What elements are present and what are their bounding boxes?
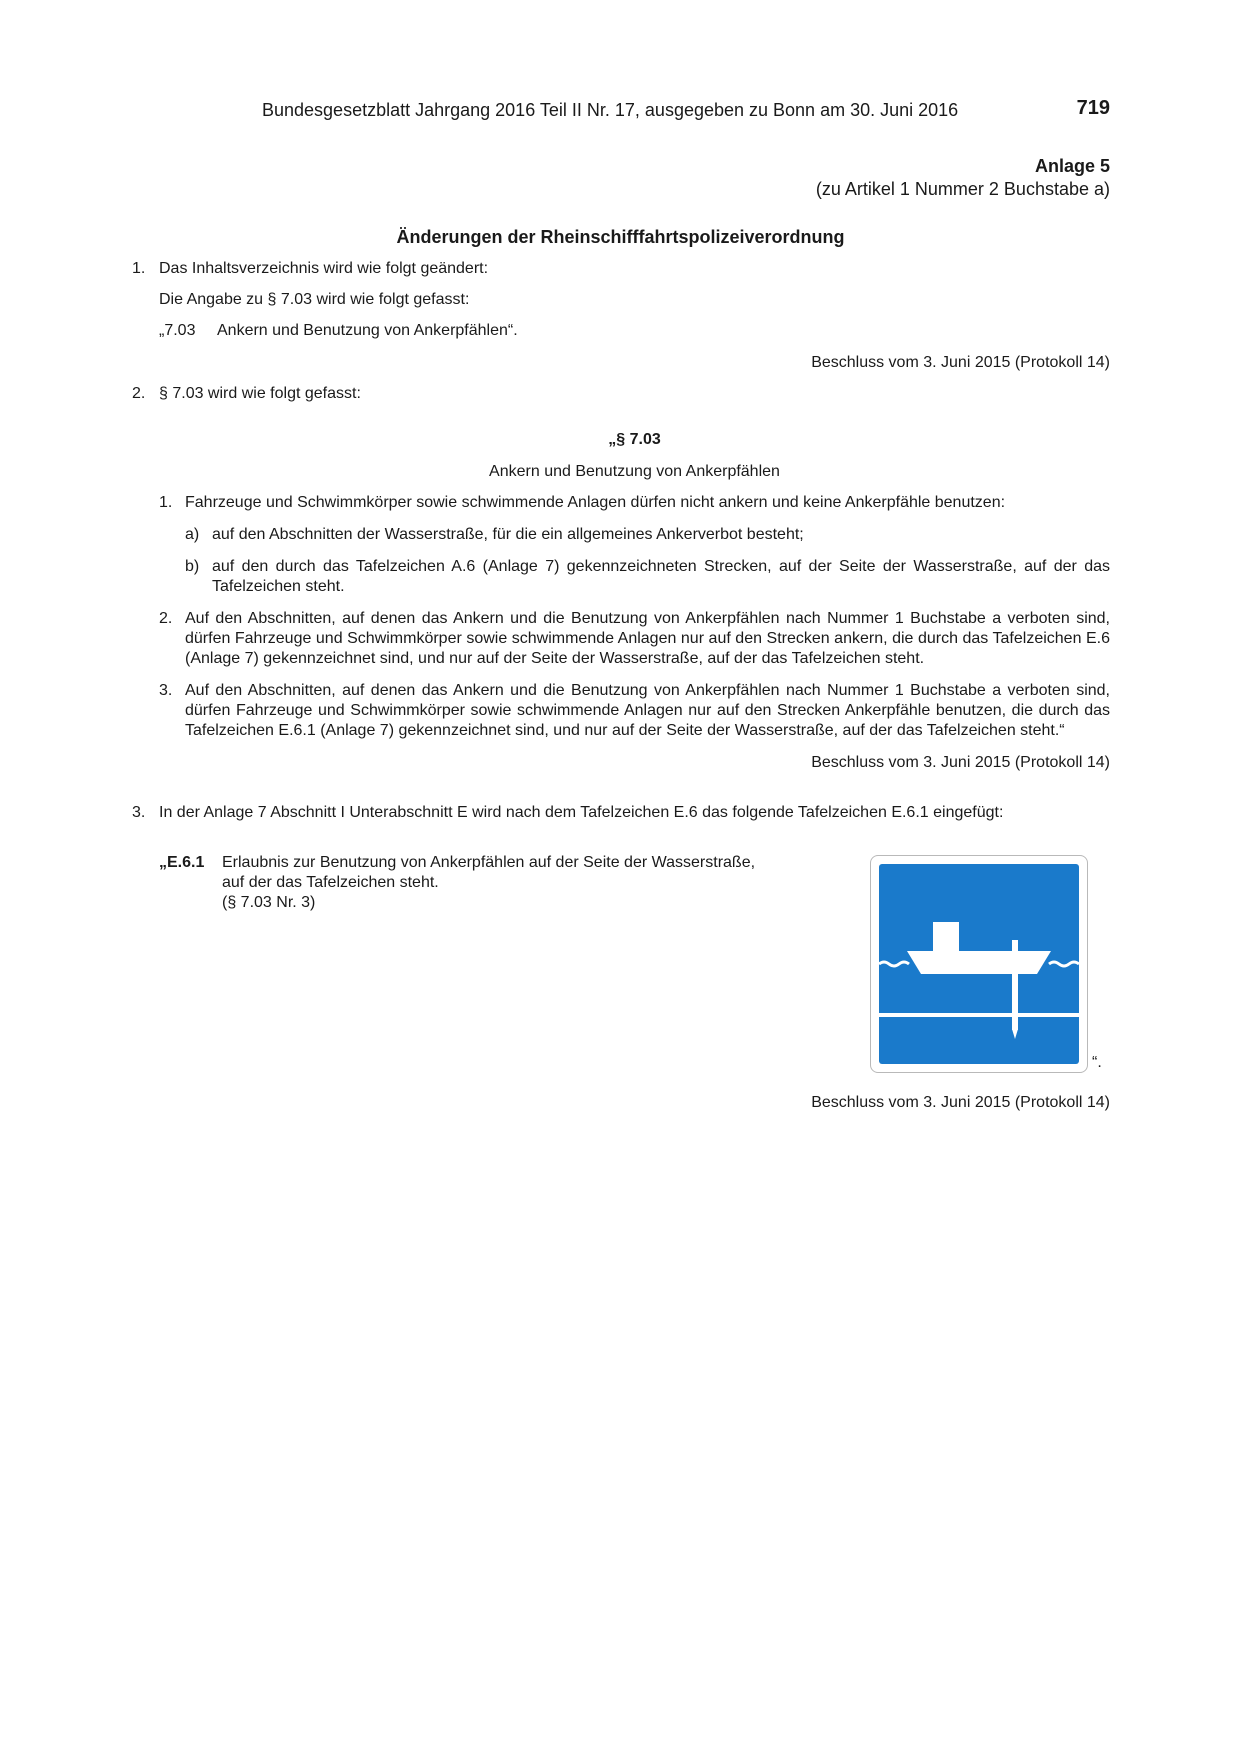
sign-code: „E.6.1	[159, 854, 205, 871]
item-2-decision: Beschluss vom 3. Juni 2015 (Protokoll 14)	[811, 754, 1110, 771]
paragraph-1a-text: auf den Abschnitten der Wasserstraße, für die ein allgemeines Ankerverbot besteht;	[212, 526, 804, 543]
item-2-text: § 7.03 wird wie folgt gefasst:	[159, 385, 361, 402]
section-heading: „§ 7.03	[608, 431, 661, 448]
closing-quote: “.	[1092, 1054, 1102, 1071]
item-3-number: 3.	[132, 804, 146, 821]
running-header: Bundesgesetzblatt Jahrgang 2016 Teil II Nr. 17, ausgegeben zu Bonn am 30. Juni 2016	[262, 100, 959, 120]
item-2-number: 2.	[132, 385, 146, 402]
ship-hull-shape	[907, 951, 1051, 974]
paragraph-1a-label: a)	[185, 526, 200, 543]
paragraph-3-number: 3.	[159, 682, 173, 699]
document-title: Änderungen der Rheinschifffahrtspolizeiverordnung	[396, 227, 845, 247]
paragraph-1b-text: auf den durch das Tafelzeichen A.6 (Anlage 7) gekennzeichneten Strecken, auf der Seite der Wasserstraße, auf der das Tafelzeichen steht.	[212, 558, 1110, 595]
sign-description-line-2: auf der das Tafelzeichen steht.	[222, 874, 439, 891]
item-1-entry-text: Ankern und Benutzung von Ankerpfählen“.	[217, 322, 518, 339]
item-1-entry-number: „7.03	[159, 322, 196, 339]
item-1-text: Das Inhaltsverzeichnis wird wie folgt geändert:	[159, 260, 489, 277]
paragraph-2-number: 2.	[159, 610, 173, 627]
item-3-decision: Beschluss vom 3. Juni 2015 (Protokoll 14)	[811, 1094, 1110, 1111]
item-1-number: 1.	[132, 260, 146, 277]
paragraph-1-text: Fahrzeuge und Schwimmkörper sowie schwimmende Anlagen dürfen nicht ankern und keine Ankerpfähle benutzen:	[185, 494, 1006, 511]
paragraph-3-text: Auf den Abschnitten, auf denen das Ankern und die Benutzung von Ankerpfählen nach Nummer 1 Buchstabe a verboten sind, dürfen Fahrzeuge und Schwimmkörper sowie schwimmende Anlagen nur auf den Strecken Ankerpfähle benutzen, die durch das Tafelzeichen E.6.1 (Anlage 7) gekennzeichnet sind, und nur auf der Seite der Wasserstraße, auf der das Tafelzeichen steht.“	[185, 682, 1110, 739]
sign-description-line-1: Erlaubnis zur Benutzung von Ankerpfählen auf der Seite der Wasserstraße,	[222, 854, 756, 871]
anchor-pile-sign-icon	[870, 855, 1088, 1073]
paragraph-2-text: Auf den Abschnitten, auf denen das Ankern und die Benutzung von Ankerpfählen nach Nummer 1 Buchstabe a verboten sind, dürfen Fahrzeuge und Schwimmkörper sowie schwimmende Anlagen nur auf den Strecken ankern, die durch das Tafelzeichen E.6 (Anlage 7) gekennzeichnet sind, und nur auf der Seite der Wasserstraße, auf der das Tafelzeichen steht.	[185, 610, 1110, 667]
section-title: Ankern und Benutzung von Ankerpfählen	[489, 463, 780, 480]
ship-cabin-shape	[933, 922, 959, 952]
riverbed-line-shape	[879, 1013, 1079, 1017]
item-3-text: In der Anlage 7 Abschnitt I Unterabschnitt E wird nach dem Tafelzeichen E.6 das folgende Tafelzeichen E.6.1 eingefügt:	[159, 804, 1004, 821]
item-1-decision: Beschluss vom 3. Juni 2015 (Protokoll 14)	[811, 354, 1110, 371]
sign-description-line-3: (§ 7.03 Nr. 3)	[222, 894, 316, 911]
annex-label: Anlage 5	[1034, 156, 1110, 176]
paragraph-1-number: 1.	[159, 494, 173, 511]
annex-reference: (zu Artikel 1 Nummer 2 Buchstabe a)	[815, 179, 1110, 199]
page-number: 719	[1076, 97, 1110, 119]
paragraph-1b-label: b)	[185, 558, 200, 575]
item-1-sub: Die Angabe zu § 7.03 wird wie folgt gefasst:	[159, 291, 470, 308]
